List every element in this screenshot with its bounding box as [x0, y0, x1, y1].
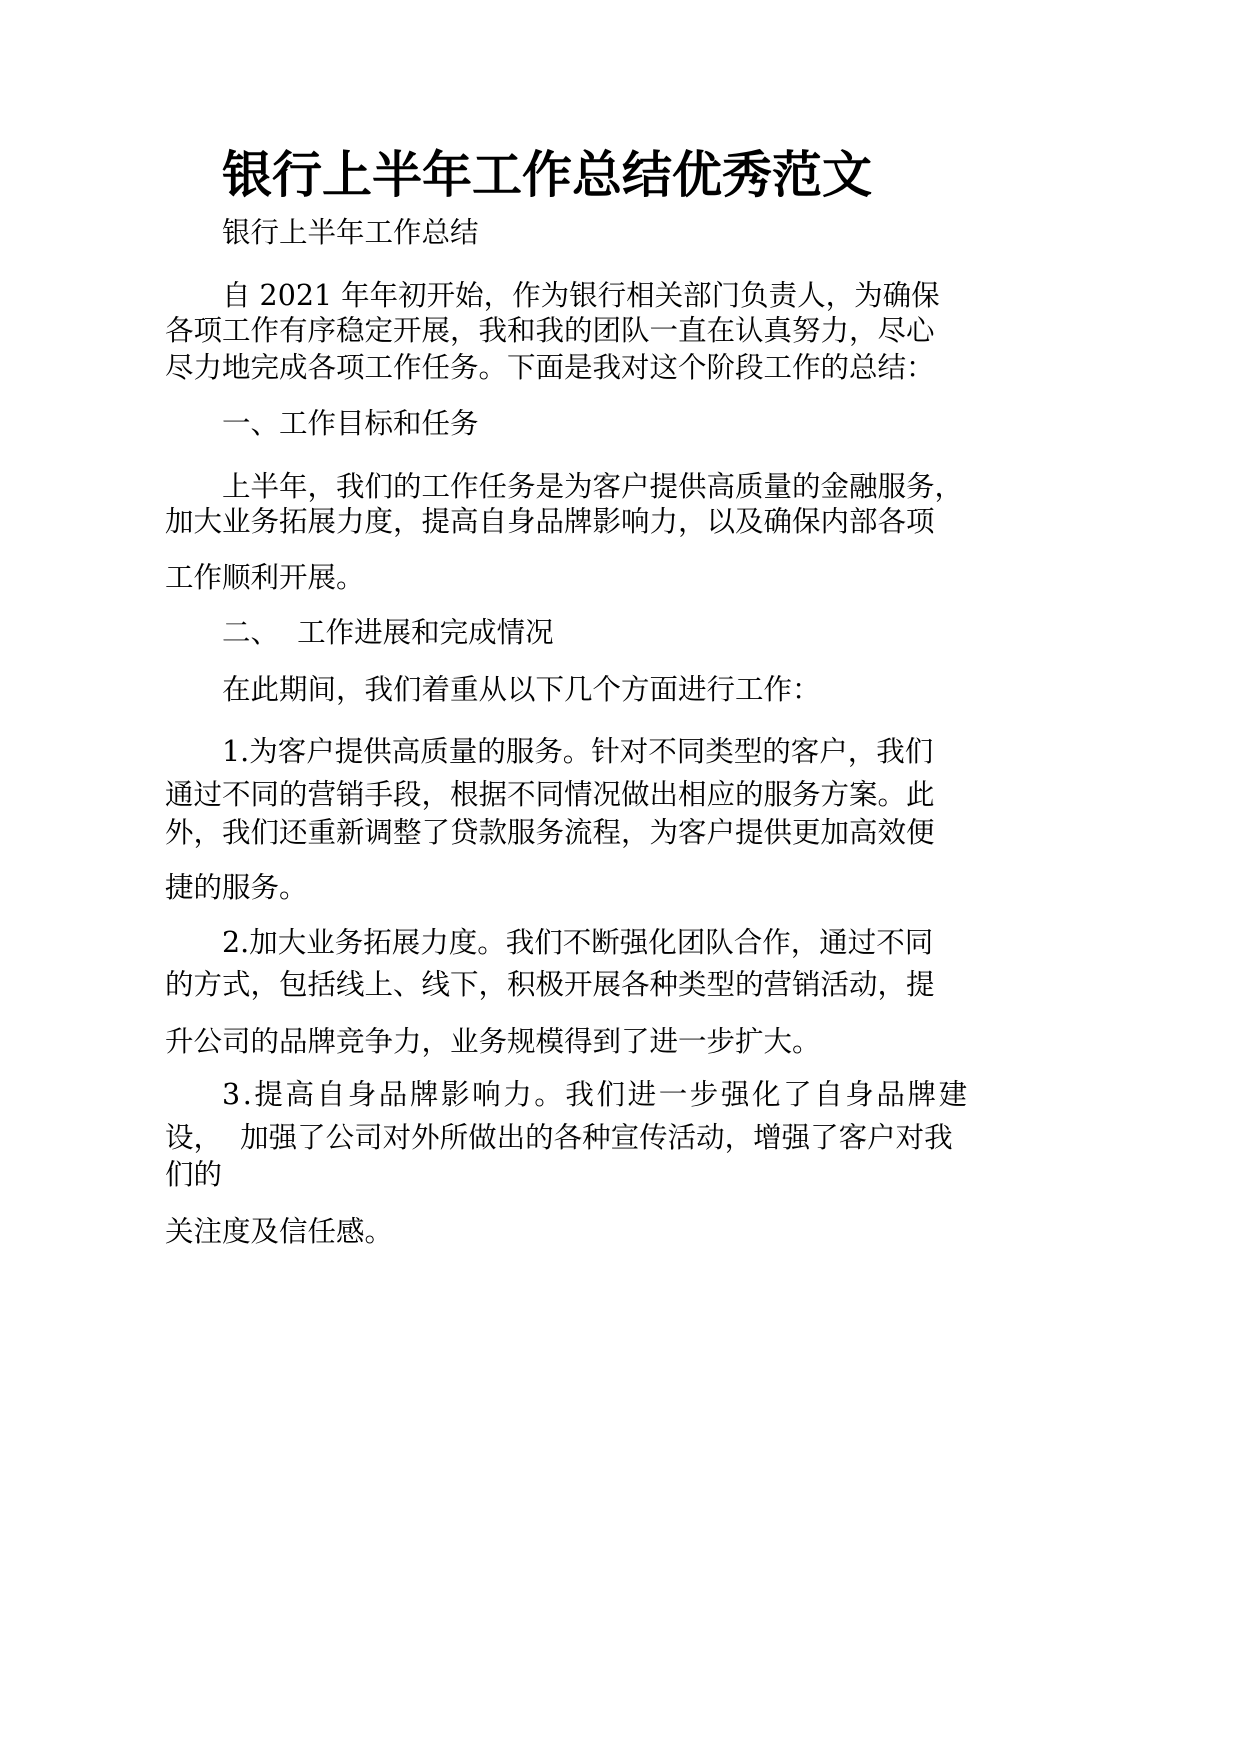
paragraph-line: 关注度及信任感。: [165, 1215, 394, 1248]
paragraph-line: 尽力地完成各项工作任务。下面是我对这个阶段工作的总结：: [165, 351, 935, 384]
document-title: 银行上半年工作总结优秀范文: [222, 145, 872, 204]
paragraph-line: 各项工作有序稳定开展，我和我的团队一直在认真努力，尽心: [165, 314, 935, 347]
paragraph-line: 上半年，我们的工作任务是为客户提供高质量的金融服务，: [222, 470, 964, 503]
paragraph-line: 们的: [165, 1158, 223, 1191]
paragraph-line: 通过不同的营销手段，根据不同情况做出相应的服务方案。此: [165, 778, 935, 811]
paragraph-line: 加大业务拓展力度，提高自身品牌影响力，以及确保内部各项: [165, 505, 935, 538]
paragraph-line: 3.提高自身品牌影响力。我们进一步强化了自身品牌建: [222, 1078, 970, 1111]
paragraph-line: 工作顺利开展。: [165, 561, 365, 594]
paragraph-line: 自 2021 年年初开始，作为银行相关部门负责人，为确保: [222, 279, 940, 312]
paragraph-line: 设， 加强了公司对外所做出的各种宣传活动，增强了客户对我: [165, 1121, 953, 1154]
paragraph-line: 的方式，包括线上、线下，积极开展各种类型的营销活动，提: [165, 968, 935, 1001]
section2-lead: 在此期间，我们着重从以下几个方面进行工作：: [222, 673, 821, 706]
paragraph-line: 升公司的品牌竞争力，业务规模得到了进一步扩大。: [165, 1025, 821, 1058]
section-heading-2: 二、 工作进展和完成情况: [222, 616, 554, 649]
paragraph-line: 1.为客户提供高质量的服务。针对不同类型的客户，我们: [222, 735, 934, 768]
paragraph-line: 外，我们还重新调整了贷款服务流程，为客户提供更加高效便: [165, 816, 935, 849]
paragraph-line: 捷的服务。: [165, 871, 308, 904]
paragraph-line: 2.加大业务拓展力度。我们不断强化团队合作，通过不同: [222, 926, 934, 959]
section-heading-1: 一、工作目标和任务: [222, 407, 479, 440]
document-subtitle: 银行上半年工作总结: [222, 216, 479, 249]
